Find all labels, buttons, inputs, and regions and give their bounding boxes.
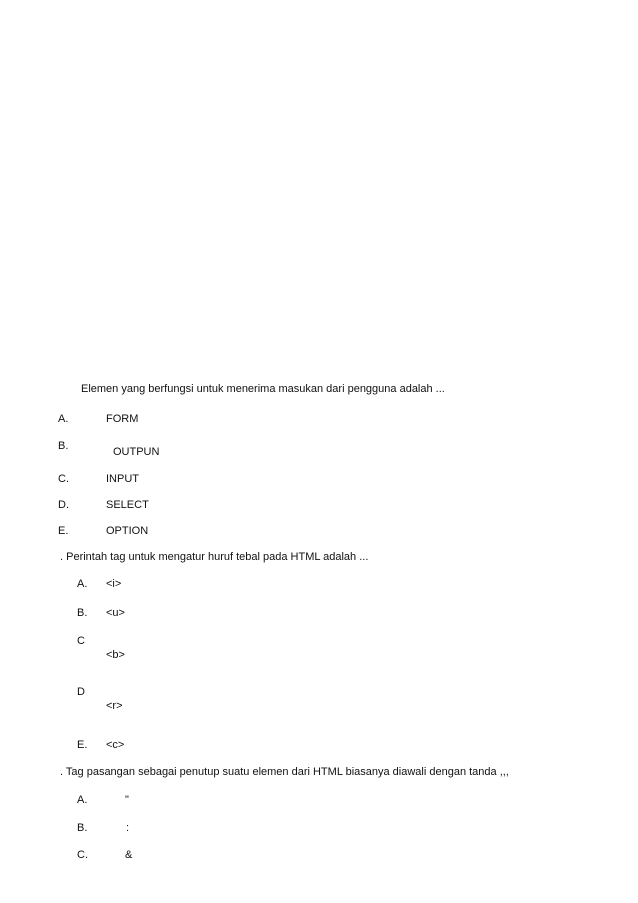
q1-option-b-text: OUTPUN — [113, 446, 160, 458]
q2-option-d-text: <r> — [106, 700, 123, 712]
q1-option-e-letter: E. — [58, 525, 69, 537]
q3-option-b-letter: B. — [77, 822, 88, 834]
q1-option-a-letter: A. — [58, 413, 69, 425]
q1-option-b-letter: B. — [58, 440, 69, 452]
q1-option-c-text: INPUT — [106, 473, 139, 485]
q3-option-a-letter: A. — [77, 794, 88, 806]
q3-option-a-text: " — [125, 794, 129, 806]
q1-option-e-text: OPTION — [106, 525, 149, 537]
question-3-text: . Tag pasangan sebagai penutup suatu elemen dari HTML biasanya diawali dengan tanda ,,, — [60, 766, 509, 778]
q1-option-c-letter: C. — [58, 473, 69, 485]
question-1-text: Elemen yang berfungsi untuk menerima masukan dari pengguna adalah ... — [81, 383, 445, 395]
q2-option-e-text: <c> — [106, 739, 125, 751]
q1-option-d-text: SELECT — [106, 499, 149, 511]
q3-option-c-letter: C. — [77, 849, 88, 861]
q3-option-c-text: & — [125, 849, 133, 861]
q3-option-b-text: : — [126, 822, 130, 834]
q2-option-c-text: <b> — [106, 649, 125, 661]
q1-option-a-text: FORM — [106, 413, 139, 425]
q2-option-e-letter: E. — [77, 739, 88, 751]
q2-option-a-letter: A. — [77, 578, 88, 590]
q1-option-d-letter: D. — [58, 499, 69, 511]
q2-option-d-letter: D — [77, 686, 85, 698]
q2-option-a-text: <i> — [106, 578, 122, 590]
q2-option-c-letter: C — [77, 635, 85, 647]
question-2-text: . Perintah tag untuk mengatur huruf tebal pada HTML adalah ... — [60, 551, 369, 563]
q2-option-b-letter: B. — [77, 607, 88, 619]
q2-option-b-text: <u> — [106, 607, 125, 619]
